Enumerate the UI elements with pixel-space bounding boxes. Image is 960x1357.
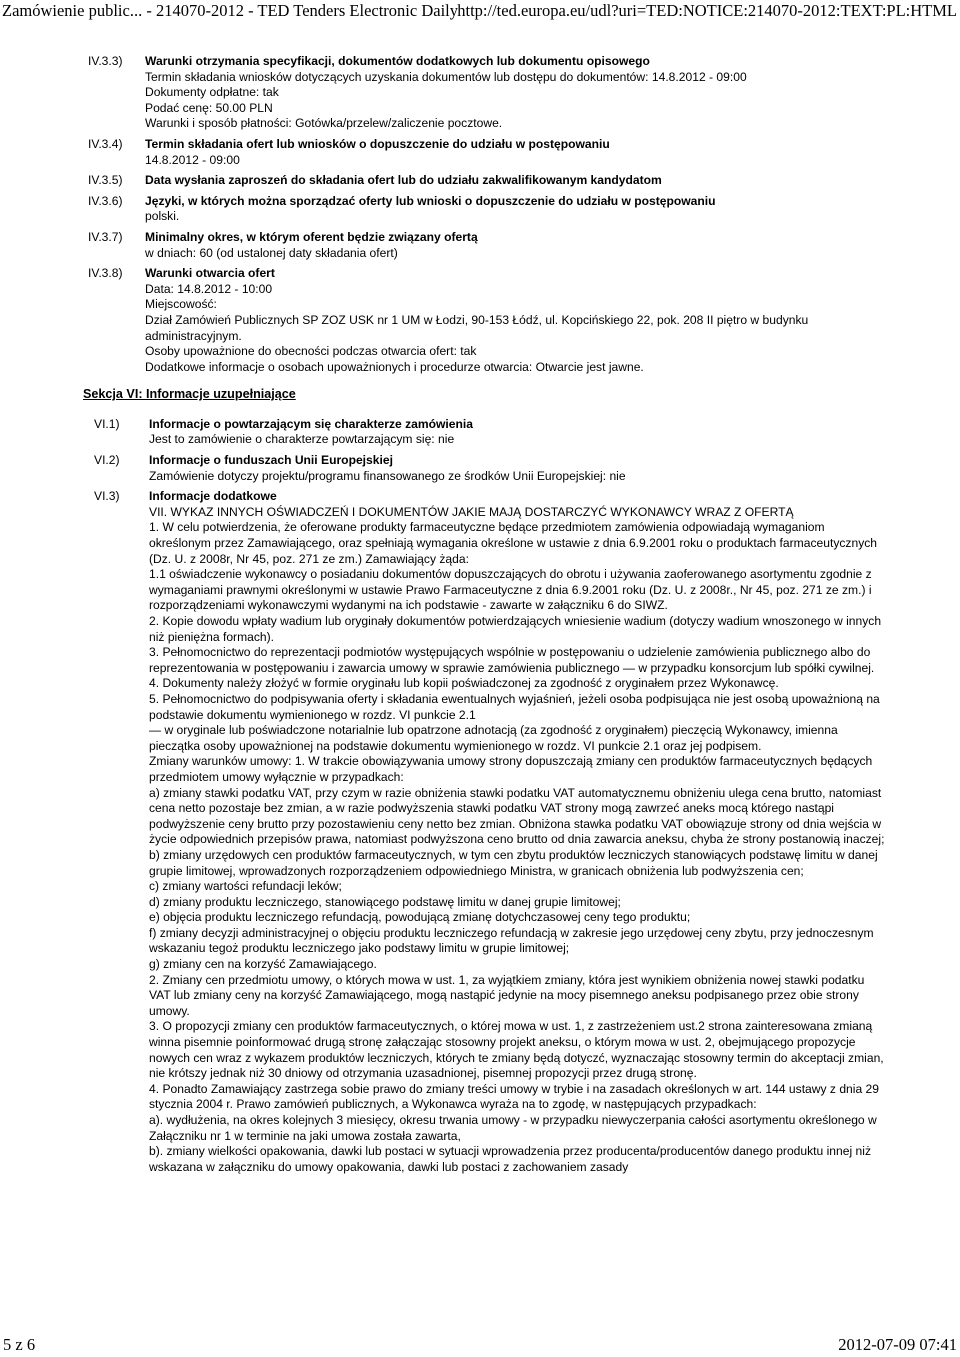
section-vi-2 xyxy=(94,453,888,484)
text-line: Warunki i sposób płatności: Gotówka/przelew/zaliczenie pocztowe. xyxy=(145,116,503,131)
section-number: IV.3.7) xyxy=(88,229,123,244)
section-number: IV.3.6) xyxy=(88,193,123,208)
text-paragraph: 4. Dokumenty należy złożyć w formie oryginału lub kopii poświadczonej za zgodność z oryginałem przez Wykonawcę. xyxy=(149,676,779,691)
section-number: VI.3) xyxy=(94,489,120,504)
text-paragraph: e) objęcia produktu leczniczego refundacją, powodującą zmianę dotychczasowej ceny tego produktu; xyxy=(149,910,691,925)
text-paragraph: VII. WYKAZ INNYCH OŚWIADCZEŃ I DOKUMENTÓW JAKIE MAJĄ DOSTARCZYĆ WYKONAWCY WRAZ Z OFERTĄ xyxy=(149,504,794,519)
section-vi-block xyxy=(94,417,888,1176)
text-paragraph: 3. O propozycji zmiany cen produktów farmaceutycznych, o której mowa w ust. 1, z zastrzeżeniem ust.2 strona zainteresowana zmianą winna pisemnie poinformować drugą stronę załączając stosowny projekt aneksu, o którym mowa w ust. 2, obejmującego propozycje nowych cen wraz z wykazem produktów leczniczych, których te zmiany będą dotyczć, wyznaczając stosowny termin do akceptacji zmian, nie krótszy jednak niż 30 dniowy od otrzymania uzasadnionej, pisemnej propozycji przez drugą stronę. xyxy=(149,1019,884,1081)
section-title: Termin składania ofert lub wniosków o dopuszczenie do udziału w postępowaniu xyxy=(145,136,610,151)
text-paragraph: f) zmiany decyzji administracyjnej o objęciu produktu leczniczego refundacją w zakresie jego urzędowej ceny zbytu, przy jednoczesnym wskazaniu tegoż produktu leczniczego jako podstawy limitu w grupie limitowej; xyxy=(149,925,874,956)
section-iv-3-4 xyxy=(88,137,888,168)
text-paragraph: a) zmiany stawki podatku VAT, przy czym w razie obniżenia stawki podatku VAT automatycznemu obniżeniu ulega cena brutto, natomiast cena netto pozostaje bez zmian, a w razie podwyższenia stawki podatku VAT strony mogą zawrzeć aneks mocą którego nastąpi podwyższenie ceny brutto przy pozostawieniu ceny netto bez zmian. Obniżona stawka podatku VAT obowiązuje strony od dnia wejścia w życie odpowiednich przepisów prawa, natomiast podwyższona ceno brutto od dnia zawarcia aneksu, chyba że strony postanowią inaczej; xyxy=(149,785,885,847)
section-number: IV.3.8) xyxy=(88,266,123,281)
text-line: Data: 14.8.2012 - 10:00 xyxy=(145,281,273,296)
page-number: 5 z 6 xyxy=(3,1335,36,1354)
text-paragraph: Zmiany warunków umowy: 1. W trakcie obowiązywania umowy strony dopuszczają zmiany cen produktów farmaceutycznych będących przedmiotem umowy wyłącznie w przypadkach: xyxy=(149,754,873,784)
section-title: Warunki otrzymania specyfikacji, dokumentów dodatkowych lub dokumentu opisowego xyxy=(145,54,650,68)
text-paragraph: b). zmiany wielkości opakowania, dawki lub postaci w sytuacji wprowadzenia przez producenta/producentów danego produktu innej niż wskazana w załączniku do umowy opakowania, dawki lub postaci z zachowaniem zasady xyxy=(149,1144,871,1174)
text-line: polski. xyxy=(145,209,180,224)
text-line: Termin składania wniosków dotyczących uzyskania dokumentów lub dostępu do dokumentów: 14.8.2012 - 09:00 xyxy=(145,69,747,84)
text-paragraph: d) zmiany produktu leczniczego, stanowiącego podstawę limitu w danej grupie limitowej; xyxy=(149,894,621,909)
text-paragraph: 2. Zmiany cen przedmiotu umowy, o których mowa w ust. 1, za wyjątkiem zmiany, która jest wynikiem obniżenia nowej stawki podatku VAT lub zmiany ceny na korzyść Zamawiającego, mogą nastąpić jedynie na mocy pisemnego aneksu podpisanego przez obie strony umowy. xyxy=(149,972,865,1018)
text-line: w dniach: 60 (od ustalonej daty składania ofert) xyxy=(145,245,398,260)
text-paragraph: 1.1 oświadczenie wykonawcy o posiadaniu dokumentów dopuszczających do obrotu i używania zaoferowanego asortymentu zgodnie z wymaganiami prawnymi określonymi w ustawie Prawo Farmaceutyczne z dnia 6.9.2001 roku (Dz. U. z 2008r., Nr 45, poz. 271 ze zm.) i rozporządzeniami wykonawczymi wydanymi na ich podstawie - zawarte w załączniku 6 do SIWZ. xyxy=(149,567,872,613)
text-paragraph: 5. Pełnomocnictwo do podpisywania oferty i składania ewentualnych wyjaśnień, jeżeli osoba podpisująca nie jest osobą upoważnioną na podstawie dokumentu wymienionego w rozdz. VI punkcie 2.1 xyxy=(149,691,880,722)
section-title: Data wysłania zaproszeń do składania ofert lub do udziału zakwalifikowanym kandydatom xyxy=(145,173,662,188)
notice-content xyxy=(83,54,888,1175)
section-number: IV.3.5) xyxy=(88,173,123,188)
text-line: Dział Zamówień Publicznych SP ZOZ USK nr 1 UM w Łodzi, 90-153 Łódź, ul. Kopcińskiego 22, pok. 208 II piętro w budynku administracyjnym. xyxy=(145,312,809,343)
text-line: Dokumenty odpłatne: tak xyxy=(145,85,279,100)
section-title: Informacje o funduszach Unii Europejskiej xyxy=(149,453,393,468)
section-vi-1 xyxy=(94,417,888,448)
section-iv-3-6 xyxy=(88,194,888,225)
section-vi-3 xyxy=(94,489,888,1175)
section-iv-3-7 xyxy=(88,230,888,261)
section-number: VI.1) xyxy=(94,416,120,431)
section-title: Minimalny okres, w którym oferent będzie związany ofertą xyxy=(145,229,478,244)
browser-print-header xyxy=(0,0,960,22)
section-number: VI.2) xyxy=(94,453,120,468)
section-number: IV.3.3) xyxy=(88,54,123,68)
section-title: Warunki otwarcia ofert xyxy=(145,266,275,281)
print-datetime: 2012-07-09 07:41 xyxy=(838,1335,957,1354)
text-line: Jest to zamówienie o charakterze powtarzającym się: nie xyxy=(149,432,455,447)
text-line: Osoby upoważnione do obecności podczas otwarcia ofert: tak xyxy=(145,344,477,359)
text-paragraph: — w oryginale lub poświadczone notarialnie lub opatrzone adnotacją (za zgodność z oryginałem) pieczęcią Wykonawcy, imienna pieczątka osoby upoważnionej na podstawie dokumentu wymienionego w rozdz. VI punkcie 2.1 oraz jej podpisem. xyxy=(149,723,838,753)
browser-print-footer xyxy=(0,1335,960,1357)
text-line: Zamówienie dotyczy projektu/programu finansowanego ze środków Unii Europejskiej: nie xyxy=(149,468,626,483)
section-iv-3-8 xyxy=(88,266,888,375)
page-url: http://ted.europa.eu/udl?uri=TED:NOTICE:214070-2012:TEXT:PL:HTML xyxy=(457,1,957,20)
text-paragraph: 2. Kopie dowodu wpłaty wadium lub oryginały dokumentów potwierdzających wniesienie wadium (dotyczy wadium wnoszonego w innych niż pieniężna formach). xyxy=(149,614,882,644)
text-paragraph: a). wydłużenia, na okres kolejnych 3 miesięcy, okresu trwania umowy - w przypadku niewyczerpania całości asortymentu określonego w Załączniku nr 1 w terminie na jaki umowa została zawarta, xyxy=(149,1113,877,1143)
section-title: Informacje dodatkowe xyxy=(149,489,277,504)
section-title: Informacje o powtarzającym się charakterze zamówienia xyxy=(149,416,473,431)
text-line: Podać cenę: 50.00 PLN xyxy=(145,100,273,115)
text-paragraph: c) zmiany wartości refundacji leków; xyxy=(149,879,342,894)
section-title: Języki, w których można sporządzać oferty lub wnioski o dopuszczenie do udziału w postępowaniu xyxy=(145,193,716,208)
text-line: 14.8.2012 - 09:00 xyxy=(145,152,240,167)
page-title: Zamówienie public... - 214070-2012 - TED Tenders Electronic Daily xyxy=(2,1,458,20)
text-line: Miejscowość: xyxy=(145,297,217,312)
section-iv-3-5 xyxy=(88,173,888,189)
section-number: IV.3.4) xyxy=(88,136,123,151)
text-line: Dodatkowe informacje o osobach upoważnionych i procedurze otwarcia: Otwarcie jest jawne. xyxy=(145,359,644,374)
text-paragraph: 1. W celu potwierdzenia, że oferowane produkty farmaceutyczne będące przedmiotem zamówienia odpowiadają wymaganiom określonym przez Zamawiającego, oraz spełniają wymagania określone w ustawie z dnia 6.9.2001 roku o produktach farmaceutycznych (Dz. U. z 2008r, Nr 45, poz. 271 ze zm.) Zamawiający żąda: xyxy=(149,520,878,566)
section-vi-heading: Sekcja VI: Informacje uzupełniające xyxy=(83,387,296,402)
text-paragraph: 3. Pełnomocnictwo do reprezentacji podmiotów występujących wspólnie w postępowaniu o udzielenie zamówienia publicznego albo do reprezentowania w postępowaniu i zawarcia umowy w sprawie zamówienia publicznego — w przypadku konsorcjum lub spółki cywilnej. xyxy=(149,645,875,675)
text-paragraph: g) zmiany cen na korzyść Zamawiającego. xyxy=(149,957,377,972)
section-iv-3-3 xyxy=(88,54,888,132)
text-paragraph: 4. Ponadto Zamawiający zastrzega sobie prawo do zmiany treści umowy w trybie i na zasadach określonych w art. 144 ustawy z dnia 29 stycznia 2004 r. Prawo zamówień publicznych, a Wykonawca wyraża na to zgodę, w następujących przypadkach: xyxy=(149,1081,880,1112)
text-paragraph: b) zmiany urzędowych cen produktów farmaceutycznych, w tym cen zbytu produktów leczniczych stanowiących podstawę limitu w danej grupie limitowej, wprowadzonych rozporządzeniem odpowiedniego Ministra, w granicach obniżenia lub podwyższenia cen; xyxy=(149,847,878,878)
